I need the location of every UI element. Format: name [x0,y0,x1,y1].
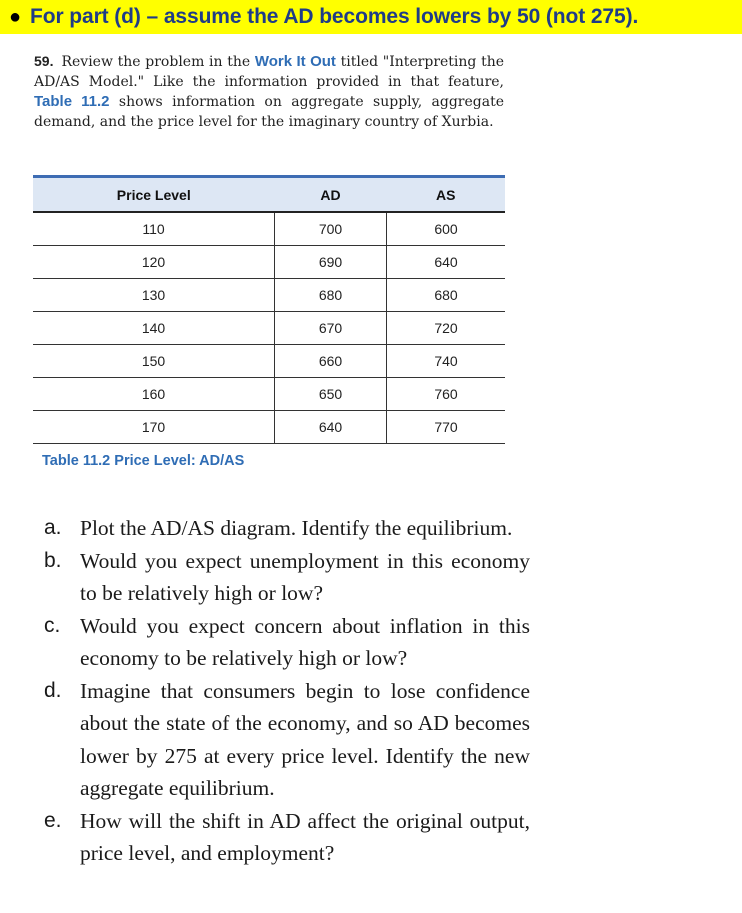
problem-intro [34,51,504,132]
question-b [44,545,530,610]
table-row [33,212,505,246]
cell-price-level: 140 [33,312,275,345]
table-row [33,411,505,444]
intro-text-3: shows information on aggregate supply, aggregate demand, and the price level for the imaginary country of Xurbia. [34,94,504,130]
cell-price-level: 170 [33,411,275,444]
question-a [44,512,530,545]
cell-as: 640 [387,246,506,279]
intro-text-1: Review the problem in the [61,54,255,70]
part-d-note: For part (d) – assume the AD becomes lowers by 50 (not 275). [30,5,639,28]
problem-number: 59. [34,53,54,69]
question-list [44,512,530,870]
header-price-level: Price Level [33,177,275,213]
question-d [44,675,530,805]
highlighted-note-banner [0,0,742,34]
cell-ad: 660 [275,345,387,378]
table-caption: Table 11.2 Price Level: AD/AS [42,453,245,469]
cell-as: 770 [387,411,506,444]
cell-as: 760 [387,378,506,411]
intro-text-2: titled "Interpreting the AD/AS Model." Like the information provided in that feature, [34,54,505,90]
cell-ad: 690 [275,246,387,279]
cell-as: 740 [387,345,506,378]
ad-as-table [33,175,505,444]
cell-as: 600 [387,212,506,246]
header-as: AS [387,177,506,213]
cell-ad: 650 [275,378,387,411]
question-c [44,610,530,675]
table-row [33,279,505,312]
table-header-row [33,177,505,213]
question-text: Would you expect unemployment in this economy to be relatively high or low? [80,548,530,605]
question-letter: a. [44,516,62,539]
question-text: How will the shift in AD affect the original output, price level, and employment? [80,808,530,865]
cell-price-level: 110 [33,212,275,246]
cell-ad: 680 [275,279,387,312]
cell-ad: 640 [275,411,387,444]
table-reference-link[interactable]: Table 11.2 [34,93,110,110]
bullet-icon: ● [8,5,22,28]
cell-ad: 700 [275,212,387,246]
question-letter: e. [44,808,62,832]
question-text: Plot the AD/AS diagram. Identify the equilibrium. [80,516,513,540]
table-row [33,345,505,378]
header-ad: AD [275,177,387,213]
cell-as: 680 [387,279,506,312]
cell-price-level: 150 [33,345,275,378]
work-it-out-link[interactable]: Work It Out [254,53,336,70]
cell-price-level: 160 [33,378,275,411]
question-letter: d. [44,678,62,702]
question-e [44,805,530,870]
question-text: Imagine that consumers begin to lose confidence about the state of the economy, and so AD becomes lower by 275 at every price level. Identify the new aggregate equilibrium. [80,678,530,800]
question-letter: c. [44,613,61,637]
cell-ad: 670 [275,312,387,345]
table-row [33,312,505,345]
question-text: Would you expect concern about inflation in this economy to be relatively high or low? [80,613,530,670]
table-row [33,246,505,279]
question-letter: b. [44,548,62,572]
table-row [33,378,505,411]
cell-price-level: 130 [33,279,275,312]
cell-as: 720 [387,312,506,345]
cell-price-level: 120 [33,246,275,279]
